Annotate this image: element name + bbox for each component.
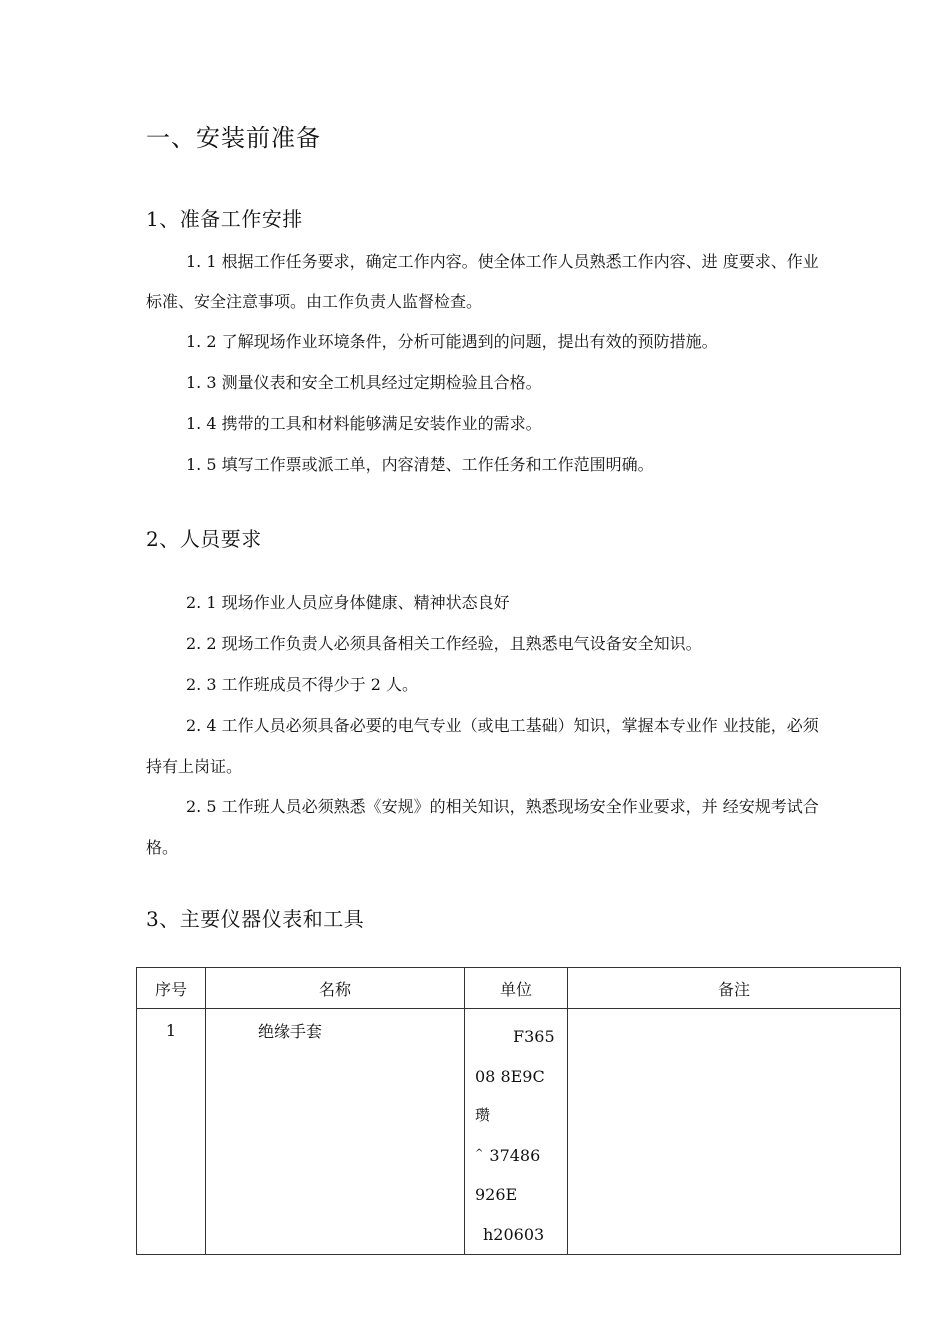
paragraph-2-4-line2: 持有上岗证。 — [146, 757, 243, 776]
paragraph-2-4-line1: 2. 4 工作人员必须具备必要的电气专业（或电工基础）知识，掌握本专业作 业技能，必须 — [186, 716, 819, 735]
unit-line: 瓒 — [475, 1106, 491, 1124]
unit-line-text: 37486 — [489, 1145, 541, 1165]
unit-line — [465, 1136, 567, 1176]
unit-mark: ^ — [475, 1147, 484, 1159]
cell-serial: 1 — [137, 1009, 206, 1255]
header-name: 名称 — [206, 968, 465, 1009]
paragraph-2-2: 2. 2 现场工作负责人必须具备相关工作经验，且熟悉电气设备安全知识。 — [186, 634, 702, 653]
header-remark: 备注 — [568, 968, 901, 1009]
cell-unit — [465, 1009, 568, 1255]
paragraph-2-1: 2. 1 现场作业人员应身体健康、精神状态良好 — [186, 593, 510, 612]
table-header-row — [137, 968, 901, 1009]
header-serial: 序号 — [137, 968, 206, 1009]
unit-line: h20603 — [483, 1224, 545, 1244]
paragraph-1-1-line2: 标准、安全注意事项。由工作负责人监督检查。 — [146, 292, 483, 311]
unit-line: 926E — [475, 1185, 518, 1204]
header-unit: 单位 — [465, 968, 568, 1009]
paragraph-1-2: 1. 2 了解现场作业环境条件，分析可能遇到的问题，提出有效的预防措施。 — [186, 332, 718, 351]
paragraph-2-5-line1: 2. 5 工作班人员必须熟悉《安规》的相关知识，熟悉现场安全作业要求，并 经安规考试合 — [186, 797, 819, 816]
cell-name: 绝缘手套 — [206, 1009, 465, 1255]
subsection-heading-preparation: 1、准备工作安排 — [146, 207, 303, 231]
section-title: 一、安装前准备 — [146, 124, 321, 152]
subsection-heading-personnel: 2、人员要求 — [146, 527, 262, 551]
paragraph-1-3: 1. 3 测量仪表和安全工机具经过定期检验且合格。 — [186, 373, 542, 392]
unit-line: F365 — [513, 1027, 555, 1046]
subsection-heading-tools: 3、主要仪器仪表和工具 — [146, 907, 365, 931]
tools-table — [136, 967, 901, 1255]
paragraph-1-1-line1: 1. 1 根据工作任务要求，确定工作内容。使全体工作人员熟悉工作内容、进 度要求、作业 — [186, 252, 819, 271]
paragraph-2-3: 2. 3 工作班成员不得少于 2 人。 — [186, 675, 418, 694]
paragraph-2-5-line2: 格。 — [146, 838, 179, 857]
paragraph-1-4: 1. 4 携带的工具和材料能够满足安装作业的需求。 — [186, 414, 542, 433]
cell-remark — [568, 1009, 901, 1255]
unit-line: 08 8E9C — [475, 1066, 545, 1086]
table-row — [137, 1009, 901, 1255]
paragraph-1-5: 1. 5 填写工作票或派工单，内容清楚、工作任务和工作范围明确。 — [186, 455, 654, 474]
